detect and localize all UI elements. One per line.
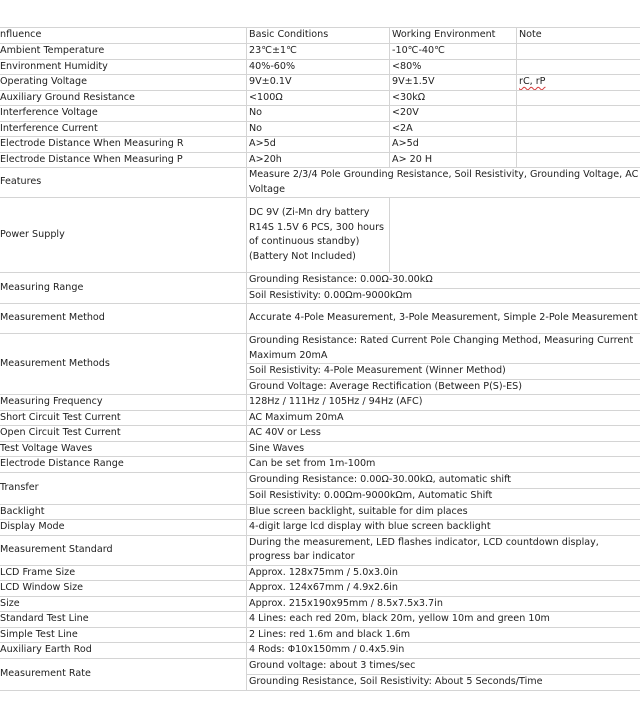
working-value: <20V [390, 106, 517, 122]
table-row [0, 565, 640, 581]
row-label: Measurement Methods [0, 334, 247, 395]
methods-value: Soil Resistivity: 4-Pole Measurement (Winner Method) [247, 364, 640, 380]
table-row [0, 410, 640, 426]
transfer-value: Soil Resistivity: 0.00Ωm-9000kΩm, Automatic Shift [247, 488, 640, 504]
row-label: Auxiliary Ground Resistance [0, 90, 247, 106]
methods-value: Ground Voltage: Average Rectification (Between P(S)-ES) [247, 379, 640, 395]
measurement-method-row [0, 304, 640, 334]
standard-value: During the measurement, LED flashes indicator, LCD countdown display, progress bar indicator [247, 535, 640, 565]
spec-value: Approx. 215x190x95mm / 8.5x7.5x3.7in [247, 596, 640, 612]
table-row [0, 520, 640, 536]
note-value [517, 137, 640, 153]
rate-value: Ground voltage: about 3 times/sec [247, 658, 640, 674]
features-row [0, 168, 640, 198]
header-basic-conditions: Basic Conditions [247, 28, 390, 44]
row-label: Power Supply [0, 198, 247, 273]
basic-value: 40%-60% [247, 59, 390, 75]
note-value [517, 121, 640, 137]
working-value: A> 20 H [390, 152, 517, 168]
table-row [0, 612, 640, 628]
table-row [0, 395, 640, 411]
spec-value: Can be set from 1m-100m [247, 457, 640, 473]
table-row [0, 137, 640, 153]
table-row [0, 152, 640, 168]
working-value: <30kΩ [390, 90, 517, 106]
row-label: Simple Test Line [0, 627, 247, 643]
header-note: Note [517, 28, 640, 44]
spec-table [0, 27, 640, 691]
measurement-standard-row [0, 535, 640, 565]
working-value: A>5d [390, 137, 517, 153]
measuring-range-row [0, 273, 640, 289]
table-row [0, 504, 640, 520]
spec-value: 2 Lines: red 1.6m and black 1.6m [247, 627, 640, 643]
methods-value: Grounding Resistance: Rated Current Pole Changing Method, Measuring Current Maximum 20mA [247, 334, 640, 364]
table-row [0, 44, 640, 60]
measurement-methods-row [0, 334, 640, 364]
power-supply-value: DC 9V (Zi-Mn dry battery R14S 1.5V 6 PCS, 300 hours of continuous standby) (Battery Not Included) [247, 198, 390, 273]
power-supply-row [0, 198, 640, 273]
table-header-row [0, 28, 640, 44]
row-label: Measuring Frequency [0, 395, 247, 411]
note-value [517, 106, 640, 122]
row-label: Ambient Temperature [0, 44, 247, 60]
measurement-rate-row [0, 658, 640, 674]
spec-value: AC Maximum 20mA [247, 410, 640, 426]
table-row [0, 596, 640, 612]
working-value: 9V±1.5V [390, 75, 517, 91]
row-label: Electrode Distance Range [0, 457, 247, 473]
range-value: Grounding Resistance: 0.00Ω-30.00kΩ [247, 273, 640, 289]
table-row [0, 457, 640, 473]
row-label: Operating Voltage [0, 75, 247, 91]
basic-value: No [247, 106, 390, 122]
table-row [0, 627, 640, 643]
table-row [0, 121, 640, 137]
method-value: Accurate 4-Pole Measurement, 3-Pole Measurement, Simple 2-Pole Measurement [247, 304, 640, 334]
row-label: Measurement Standard [0, 535, 247, 565]
table-row [0, 426, 640, 442]
transfer-row [0, 472, 640, 488]
spec-value: 4 Lines: each red 20m, black 20m, yellow 10m and green 10m [247, 612, 640, 628]
table-row [0, 75, 640, 91]
row-label: Standard Test Line [0, 612, 247, 628]
table-row [0, 59, 640, 75]
empty-cell [390, 198, 640, 273]
working-value: <2A [390, 121, 517, 137]
spec-value: Sine Waves [247, 441, 640, 457]
working-value: <80% [390, 59, 517, 75]
row-label: Electrode Distance When Measuring R [0, 137, 247, 153]
rate-value: Grounding Resistance, Soil Resistivity: About 5 Seconds/Time [247, 674, 640, 690]
row-label: Electrode Distance When Measuring P [0, 152, 247, 168]
range-text: Soil Resistivity: 0.00Ωm-9000kΩm [249, 289, 413, 301]
basic-value: <100Ω [247, 90, 390, 106]
header-influence: nfluence [0, 28, 247, 44]
table-row [0, 643, 640, 659]
spec-value: Approx. 128x75mm / 5.0x3.0in [247, 565, 640, 581]
note-value [517, 59, 640, 75]
row-label: Environment Humidity [0, 59, 247, 75]
note-value [517, 90, 640, 106]
row-label: Test Voltage Waves [0, 441, 247, 457]
spec-value: Approx. 124x67mm / 4.9x2.6in [247, 581, 640, 597]
working-value: -10℃-40℃ [390, 44, 517, 60]
row-label: Features [0, 168, 247, 198]
row-label: Size [0, 596, 247, 612]
header-working-environment: Working Environment [390, 28, 517, 44]
basic-value: 9V±0.1V [247, 75, 390, 91]
spec-value: 4 Rods: Φ10x150mm / 0.4x5.9in [247, 643, 640, 659]
table-row [0, 90, 640, 106]
note-value [517, 75, 640, 91]
row-label: Short Circuit Test Current [0, 410, 247, 426]
transfer-value: Grounding Resistance: 0.00Ω-30.00kΩ, automatic shift [247, 472, 640, 488]
row-label: Open Circuit Test Current [0, 426, 247, 442]
features-value: Measure 2/3/4 Pole Grounding Resistance, Soil Resistivity, Grounding Voltage, AC Voltage [247, 168, 640, 198]
basic-value: No [247, 121, 390, 137]
basic-value: 23℃±1℃ [247, 44, 390, 60]
row-label: Measurement Method [0, 304, 247, 334]
spec-value: Blue screen backlight, suitable for dim places [247, 504, 640, 520]
row-label: Backlight [0, 504, 247, 520]
note-value [517, 152, 640, 168]
row-label: Interference Voltage [0, 106, 247, 122]
spec-value: 128Hz / 111Hz / 105Hz / 94Hz (AFC) [247, 395, 640, 411]
row-label: LCD Window Size [0, 581, 247, 597]
basic-value: A>5d [247, 137, 390, 153]
row-label: LCD Frame Size [0, 565, 247, 581]
basic-value: A>20h [247, 152, 390, 168]
spec-value: 4-digit large lcd display with blue screen backlight [247, 520, 640, 536]
row-label: Interference Current [0, 121, 247, 137]
row-label: Auxiliary Earth Rod [0, 643, 247, 659]
row-label: Transfer [0, 472, 247, 504]
table-row [0, 441, 640, 457]
row-label: Measurement Rate [0, 658, 247, 690]
range-value [247, 288, 640, 304]
row-label: Display Mode [0, 520, 247, 536]
spec-value: AC 40V or Less [247, 426, 640, 442]
row-label: Measuring Range [0, 273, 247, 304]
note-value [517, 44, 640, 60]
table-row [0, 106, 640, 122]
note-text: rC, rP [519, 76, 546, 87]
table-row [0, 581, 640, 597]
